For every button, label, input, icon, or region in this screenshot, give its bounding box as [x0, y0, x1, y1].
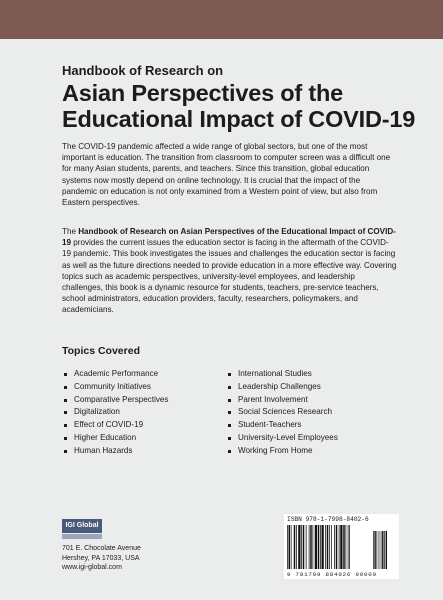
- barcode-addon-bar: [382, 531, 383, 569]
- barcode-addon-bar: [386, 531, 387, 569]
- barcode-bar: [325, 525, 326, 569]
- book-title-line-1: Asian Perspectives of the: [62, 80, 344, 106]
- topics-heading: Topics Covered: [62, 345, 140, 357]
- topic-item: Comparative Perspectives: [62, 394, 168, 407]
- barcode-number: [287, 571, 377, 578]
- publisher-logo: [62, 519, 102, 540]
- barcode-addon-bar: [381, 531, 382, 569]
- barcode-bar: [329, 525, 330, 569]
- barcode-bar: [322, 525, 324, 569]
- barcode-bar: [327, 525, 329, 569]
- barcode-addon-digits: 90000: [355, 571, 377, 578]
- topic-item: University-Level Employees: [226, 432, 338, 445]
- topic-item: International Studies: [226, 368, 338, 381]
- topic-item: Leadership Challenges: [226, 381, 338, 394]
- topic-item: Parent Involvement: [226, 394, 338, 407]
- topics-list-right: [226, 368, 338, 458]
- address-city: Hershey, PA 17033, USA: [62, 554, 140, 562]
- topics-list-left: [62, 368, 168, 458]
- paragraph-2-book-title: Handbook of Research on Asian Perspectives of the Educational Impact of COVID-19: [62, 227, 396, 248]
- address-website: www.igi-global.com: [62, 564, 122, 572]
- barcode-icon: [287, 525, 396, 570]
- barcode-bar: [310, 525, 312, 569]
- barcode-bar: [298, 525, 300, 569]
- barcode-bar: [296, 525, 297, 569]
- top-color-band: [0, 0, 443, 39]
- barcode-bar: [303, 525, 305, 569]
- barcode-bar: [336, 525, 338, 569]
- barcode-addon-bar: [379, 531, 380, 569]
- topic-item: Academic Performance: [62, 368, 168, 381]
- barcode-bar: [294, 525, 296, 569]
- title-prefix: Handbook of Research on: [62, 63, 224, 78]
- topic-item: Higher Education: [62, 432, 168, 445]
- barcode-addon-bar: [374, 531, 375, 569]
- topic-item: Effect of COVID-19: [62, 419, 168, 432]
- description-paragraph-2: [62, 226, 397, 316]
- publisher-logo-tagline-bar: [62, 534, 102, 539]
- barcode-bar: [343, 525, 345, 569]
- barcode-bar: [320, 525, 321, 569]
- topic-item: Student-Teachers: [226, 419, 338, 432]
- barcode-bar: [331, 525, 332, 569]
- barcode-bar: [349, 525, 350, 569]
- address-street: 701 E. Chocolate Avenue: [62, 545, 141, 552]
- barcode-bar: [291, 525, 292, 569]
- topic-item: Community Initiatives: [62, 381, 168, 394]
- barcode-addon-bar: [373, 531, 374, 569]
- topic-item: Human Hazards: [62, 445, 168, 458]
- barcode-addon-bar: [384, 531, 385, 569]
- barcode-bar: [287, 525, 288, 569]
- barcode-bar: [306, 525, 307, 569]
- barcode-bar: [346, 525, 347, 569]
- barcode-bar: [340, 525, 342, 569]
- publisher-logo-text: IGI Global: [62, 519, 102, 533]
- barcode-bar: [315, 525, 317, 569]
- description-paragraph-1: The COVID-19 pandemic affected a wide range of global sectors, but one of the most important is education. The transition from classroom to computer screen was a difficult one for many Asian students, parents, and teachers. Since this transition, global education systems now mostly depend on online technology. It is crucial that the impact of the pandemic on education is not only examined from a Western point of view, but also from Eastern perspectives.: [62, 142, 391, 208]
- barcode-bar: [348, 525, 349, 569]
- isbn-label: ISBN 978-1-7998-8402-6: [287, 516, 369, 523]
- barcode-bar: [339, 525, 340, 569]
- paragraph-2-body: provides the current issues the education sector is facing in the aftermath of the COVID-19 pandemic. This book investigates the issues and challenges the education sector is facing as well as the future directions needed to provide education in a more effective way. Covering topics such as academic perspectives, university-level employees, and leadership challenges, this book is a dynamic resource for students, teachers, pre-service teachers, school administrators, education providers, faculty, researchers, policymakers, and academicians.: [62, 238, 397, 315]
- barcode-digits: 9 781799 884026: [287, 571, 352, 578]
- barcode-bar: [318, 525, 320, 569]
- publisher-address: [62, 544, 141, 573]
- barcode-box: [284, 514, 399, 579]
- paragraph-2-prefix: The: [62, 227, 79, 236]
- book-title: [62, 80, 415, 132]
- barcode-bar: [313, 525, 314, 569]
- topic-item: Social Sciences Research: [226, 406, 338, 419]
- barcode-bar: [289, 525, 291, 569]
- book-title-line-2: Educational Impact of COVID-19: [62, 106, 416, 132]
- topic-item: Working From Home: [226, 445, 338, 458]
- topic-item: Digitalization: [62, 406, 168, 419]
- barcode-bar: [301, 525, 302, 569]
- barcode-addon-bar: [377, 531, 378, 569]
- barcode-bar: [309, 525, 310, 569]
- barcode-bar: [334, 525, 335, 569]
